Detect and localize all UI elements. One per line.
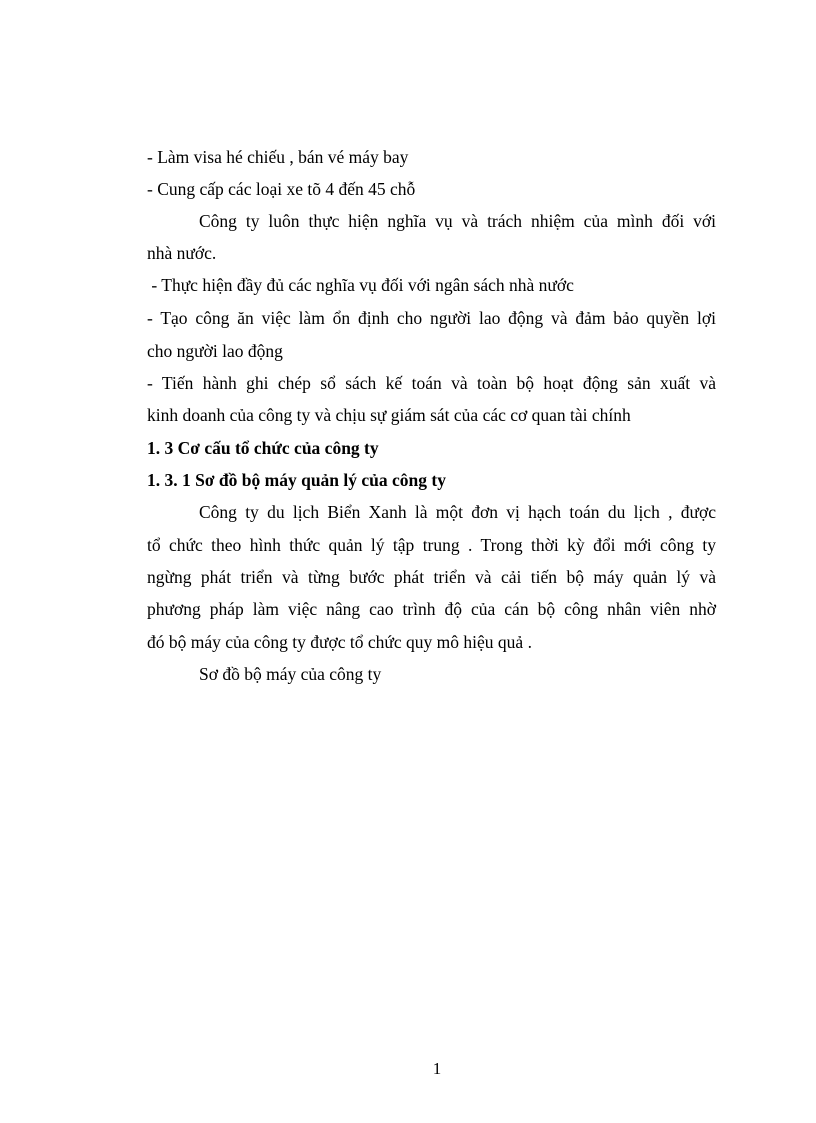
page-number: 1 — [432, 1059, 442, 1078]
section-heading-1-3-1: 1. 3. 1 Sơ đồ bộ máy quản lý của công ty — [147, 470, 446, 490]
obligation-paragraph-line-1: Công ty luôn thực hiện nghĩa vụ và trách nhiệm của mình đối với — [199, 211, 716, 231]
structure-paragraph-line-2: tổ chức theo hình thức quản lý tập trung . Trong thời kỳ đổi mới công ty — [147, 535, 716, 555]
obligation-accounting-line-1: - Tiến hành ghi chép sổ sách kế toán và toàn bộ hoạt động sản xuất và — [147, 373, 716, 393]
obligation-budget-line: - Thực hiện đầy đủ các nghĩa vụ đối với ngân sách nhà nước — [147, 275, 574, 295]
structure-paragraph-line-3: ngừng phát triển và từng bước phát triển và cải tiến bộ máy quản lý và — [147, 567, 716, 587]
structure-paragraph-line-1: Công ty du lịch Biển Xanh là một đơn vị hạch toán du lịch , được — [199, 502, 716, 522]
obligation-accounting-line-2: kinh doanh của công ty và chịu sự giám sát của các cơ quan tài chính — [147, 405, 631, 425]
org-chart-caption: Sơ đồ bộ máy của công ty — [199, 664, 382, 684]
section-heading-1-3: 1. 3 Cơ cấu tổ chức của công ty — [147, 438, 379, 458]
structure-paragraph-line-4: phương pháp làm việc nâng cao trình độ của cán bộ công nhân viên nhờ — [147, 599, 716, 619]
service-visa-line: - Làm visa hé chiếu , bán vé máy bay — [147, 147, 409, 167]
service-vehicle-line: - Cung cấp các loại xe tõ 4 đến 45 chỗ — [147, 179, 416, 199]
obligation-jobs-line-2: cho người lao động — [147, 341, 283, 361]
structure-paragraph-line-5: đó bộ máy của công ty được tổ chức quy mô hiệu quả . — [147, 632, 532, 652]
obligation-jobs-line-1: - Tạo công ăn việc làm ổn định cho người lao động và đảm bảo quyền lợi — [147, 308, 716, 328]
obligation-paragraph-line-2: nhà nước. — [147, 243, 217, 263]
